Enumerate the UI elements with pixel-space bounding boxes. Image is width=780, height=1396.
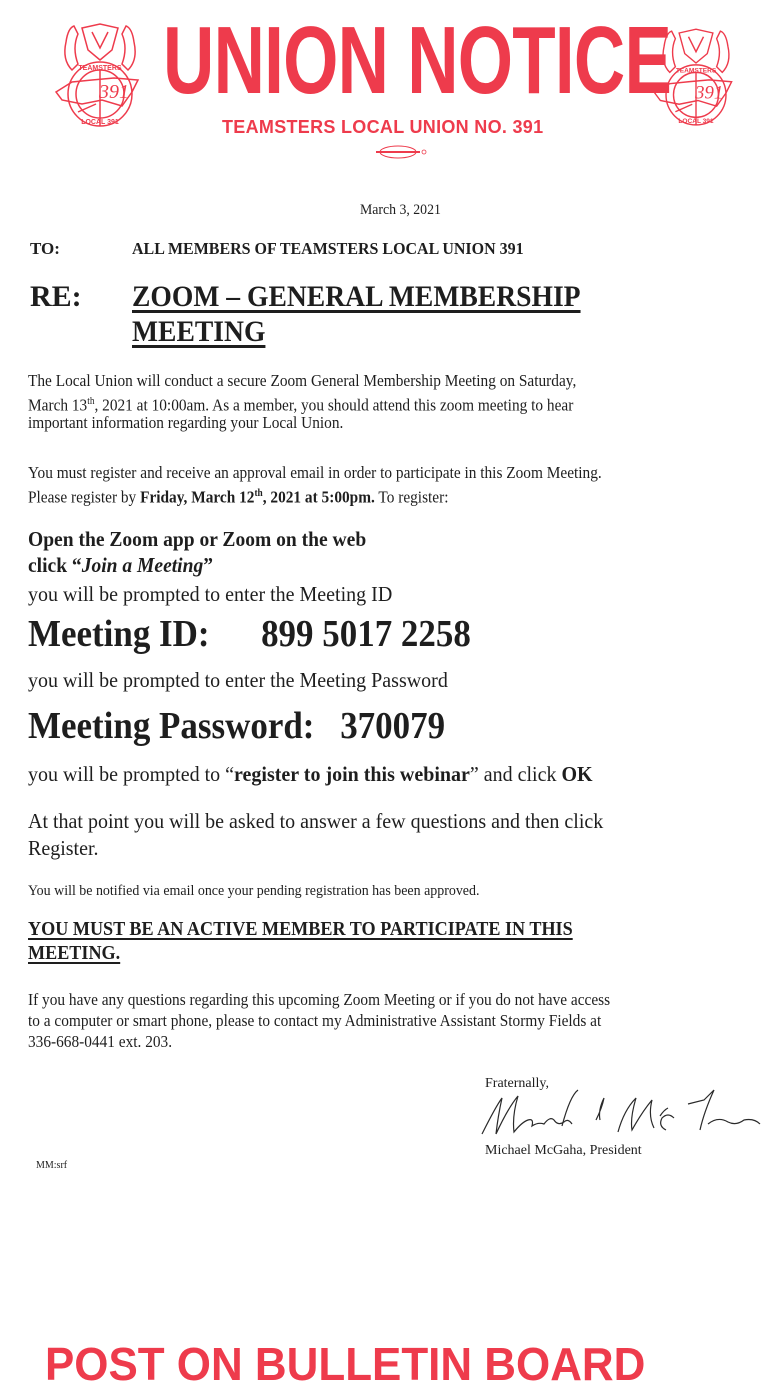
intro-date-suffix: th xyxy=(87,396,95,407)
re-subject-line1: ZOOM – GENERAL MEMBERSHIP xyxy=(132,280,581,313)
contact-line-3: 336-668-0441 ext. 203. xyxy=(28,1032,173,1051)
join-a-meeting-text: Join a Meeting xyxy=(81,553,204,577)
register-line-1: You must register and receive an approval email in order to participate in this Zoom Meeting. xyxy=(28,463,602,482)
meeting-id-label: Meeting ID: xyxy=(28,613,210,655)
register-deadline-date: Friday, March 12 xyxy=(140,487,255,507)
contact-line-1: If you have any questions regarding this upcoming Zoom Meeting or if you do not have access xyxy=(28,990,611,1009)
svg-text:391: 391 xyxy=(99,81,129,103)
warning-line-1: YOU MUST BE AN ACTIVE MEMBER TO PARTICIPATE IN THIS xyxy=(28,919,573,940)
signature-image xyxy=(478,1086,768,1144)
notify-text: You will be notified via email once your pending registration has been approved. xyxy=(28,883,480,899)
warning-line-2: MEETING. xyxy=(28,943,121,964)
step-enter-id: you will be prompted to enter the Meeting ID xyxy=(28,582,393,606)
click-text: click “ xyxy=(28,553,82,577)
meeting-id-value: 899 5017 2258 xyxy=(261,613,471,655)
to-label: TO: xyxy=(30,239,60,258)
svg-text:LOCAL 391: LOCAL 391 xyxy=(678,118,714,126)
svg-text:TEAMSTERS: TEAMSTERS xyxy=(78,65,122,72)
teamsters-logo-right-icon xyxy=(651,24,741,132)
register-deadline-time: , 2021 at 5:00pm. xyxy=(262,487,375,507)
meeting-id-line xyxy=(28,612,471,656)
register-webinar-text: register to join this webinar xyxy=(234,762,470,786)
signer-name-title: Michael McGaha, President xyxy=(485,1143,642,1158)
step-answer-questions-1: At that point you will be asked to answer a few questions and then click xyxy=(28,809,604,833)
ok-text: OK xyxy=(561,762,593,786)
step-open-zoom: Open the Zoom app or Zoom on the web xyxy=(28,527,367,551)
post-on-bulletin-board: POST ON BULLETIN BOARD xyxy=(45,1338,646,1390)
register-by-text: Please register by xyxy=(28,487,141,507)
to-recipients: ALL MEMBERS OF TEAMSTERS LOCAL UNION 391 xyxy=(132,239,524,258)
step-register-webinar xyxy=(28,762,593,787)
step-answer-questions-2: Register. xyxy=(28,836,99,860)
and-click-text: ” and click xyxy=(469,762,562,786)
intro-line-3: important information regarding your Local Union. xyxy=(28,413,344,432)
register-deadline-suffix: th xyxy=(254,488,263,499)
meeting-password-line xyxy=(28,704,445,748)
intro-date: March 13 xyxy=(28,395,88,415)
salutation: Fraternally, xyxy=(485,1076,550,1091)
register-line-2 xyxy=(28,484,449,508)
svg-text:391: 391 xyxy=(695,82,724,104)
notice-title: UNION NOTICE xyxy=(163,7,672,114)
typist-initials: MM:srf xyxy=(36,1160,68,1171)
intro-line-1: The Local Union will conduct a secure Zoom General Membership Meeting on Saturday, xyxy=(28,371,577,390)
close-quote: ” xyxy=(203,553,214,577)
intro-line-2 xyxy=(28,392,573,416)
svg-text:LOCAL 391: LOCAL 391 xyxy=(81,119,119,126)
step-join-meeting xyxy=(28,553,213,578)
register-prompt-text: you will be prompted to “ xyxy=(28,762,235,786)
memo-date: March 3, 2021 xyxy=(360,202,441,218)
re-label: RE: xyxy=(30,280,82,313)
union-label-bug-icon xyxy=(372,144,428,160)
to-register-text: To register: xyxy=(374,487,449,507)
meeting-password-label: Meeting Password: xyxy=(28,705,315,747)
svg-text:TEAMSTERS: TEAMSTERS xyxy=(675,67,717,75)
step-enter-password: you will be prompted to enter the Meeting Password xyxy=(28,668,448,692)
meeting-password-value: 370079 xyxy=(340,705,446,747)
teamsters-logo-left-icon xyxy=(52,20,148,132)
notice-subtitle: TEAMSTERS LOCAL UNION NO. 391 xyxy=(222,117,544,137)
intro-time-text: , 2021 at 10:00am. As a member, you should attend this zoom meeting to hear xyxy=(94,395,574,415)
re-subject-line2: MEETING xyxy=(132,315,266,348)
contact-line-2: to a computer or smart phone, please to contact my Administrative Assistant Stormy Fields at xyxy=(28,1011,602,1030)
